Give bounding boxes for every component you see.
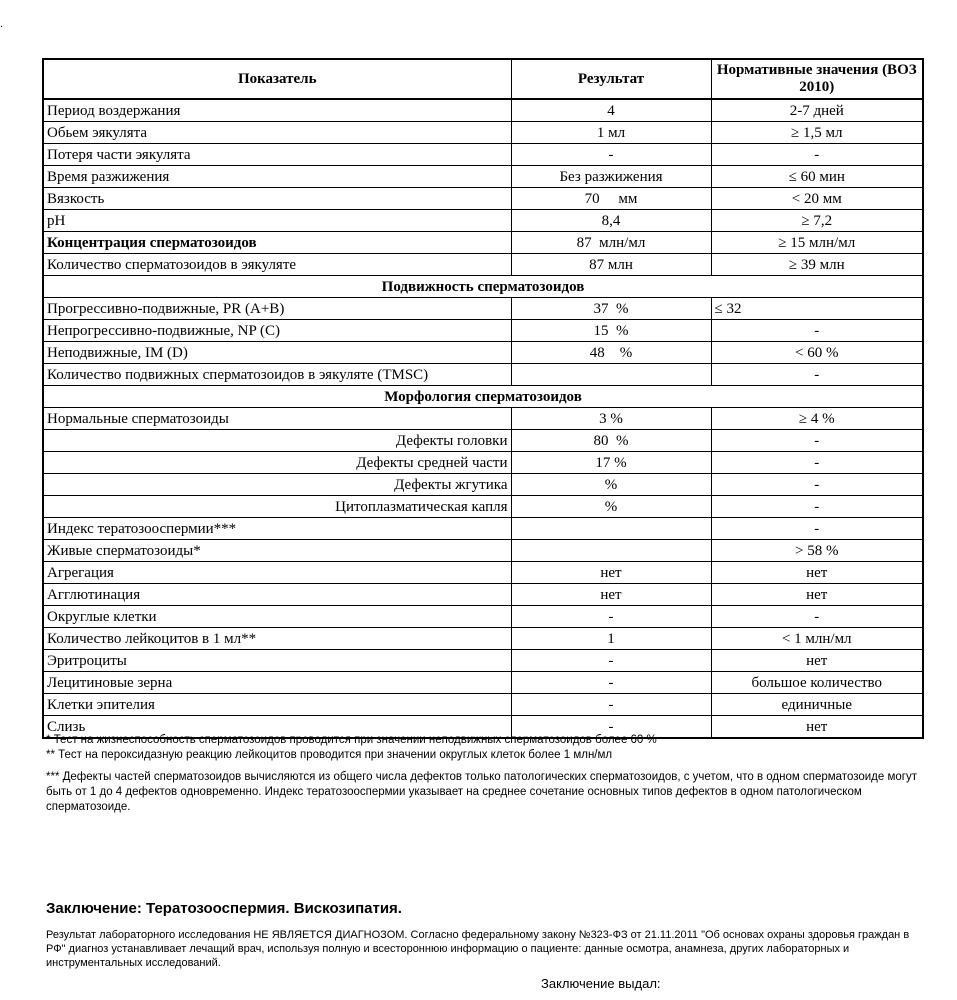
disclaimer-text: Результат лабораторного исследования НЕ ЯВЛЯЕТСЯ ДИАГНОЗОМ. Согласно федеральному закону №323-ФЗ от 21.11.2011 "Об основах охраны здоровья граждан в РФ" диагноз устанавливает лечащий врач, используя полную и всестороннюю информацию о пациенте: данные осмотра, анамнеза, других лабораторных и инструментальных исследований.: [46, 929, 910, 969]
footnote-viability: * Тест на жизнеспособность сперматозоидов проводится при значении неподвижных сперматозоидов более 60 %: [46, 734, 657, 746]
indicator-name: Дефекты средней части: [43, 452, 511, 474]
table-row: [43, 474, 923, 496]
result-value: [511, 364, 711, 386]
table-row: [43, 694, 923, 716]
result-value: 87 млн/мл: [511, 232, 711, 254]
header-indicator: Показатель: [43, 59, 511, 99]
norm-value: нет: [711, 584, 923, 606]
indicator-name: Потеря части эякулята: [43, 144, 511, 166]
result-value: -: [511, 144, 711, 166]
norm-value: < 20 мм: [711, 188, 923, 210]
issued-by-label: Заключение выдал:: [541, 976, 661, 991]
indicator-name: Вязкость: [43, 188, 511, 210]
section-title: Морфология сперматозоидов: [43, 386, 923, 408]
result-value: 15 %: [511, 320, 711, 342]
result-value: %: [511, 474, 711, 496]
result-value: 3 %: [511, 408, 711, 430]
table-row: [43, 364, 923, 386]
indicator-name: Агрегация: [43, 562, 511, 584]
norm-value: ≤ 32: [711, 298, 923, 320]
indicator-name: Нормальные сперматозоиды: [43, 408, 511, 430]
indicator-name: Агглютинация: [43, 584, 511, 606]
result-value: %: [511, 496, 711, 518]
result-value: 37 %: [511, 298, 711, 320]
result-value: 4: [511, 99, 711, 122]
table-row: [43, 298, 923, 320]
indicator-name: pH: [43, 210, 511, 232]
norm-value: -: [711, 496, 923, 518]
norm-value: нет: [711, 716, 923, 739]
result-value: 70 мм: [511, 188, 711, 210]
table-row: [43, 496, 923, 518]
result-value: [511, 540, 711, 562]
norm-value: ≤ 60 мин: [711, 166, 923, 188]
result-value: 8,4: [511, 210, 711, 232]
norm-value: < 1 млн/мл: [711, 628, 923, 650]
table-row: [43, 584, 923, 606]
indicator-name: Концентрация сперматозоидов: [43, 232, 511, 254]
result-value: [511, 518, 711, 540]
section-header-row: [43, 386, 923, 408]
results-table: [42, 58, 924, 739]
table-body: [43, 99, 923, 738]
section-header-row: [43, 276, 923, 298]
indicator-name: Живые сперматозоиды*: [43, 540, 511, 562]
result-value: -: [511, 672, 711, 694]
norm-value: -: [711, 320, 923, 342]
table-row: [43, 540, 923, 562]
norm-value: ≥ 7,2: [711, 210, 923, 232]
norm-value: ≥ 1,5 мл: [711, 122, 923, 144]
result-value: 1: [511, 628, 711, 650]
indicator-name: Период воздержания: [43, 99, 511, 122]
table-row: [43, 672, 923, 694]
footnote-teratozoospermia-index: *** Дефекты частей сперматозоидов вычисляются из общего числа дефектов только патологических сперматозоидов, с учетом, что в одном сперматозоиде могут быть от 1 до 4 дефектов одновременно. Индекс тератозооспермии указывает на среднее сочетание основных типов дефектов в одном патологическом сперматозоиде.: [46, 771, 917, 813]
result-value: -: [511, 650, 711, 672]
indicator-name: Округлые клетки: [43, 606, 511, 628]
norm-value: ≥ 39 млн: [711, 254, 923, 276]
table-row: [43, 452, 923, 474]
indicator-name: Неподвижные, IM (D): [43, 342, 511, 364]
table-row: [43, 232, 923, 254]
table-row: [43, 210, 923, 232]
header-result: Результат: [511, 59, 711, 99]
norm-value: ≥ 15 млн/мл: [711, 232, 923, 254]
result-value: -: [511, 694, 711, 716]
indicator-name: Количество подвижных сперматозоидов в эякуляте (TMSC): [43, 364, 511, 386]
norm-value: 2-7 дней: [711, 99, 923, 122]
indicator-name: Количество лейкоцитов в 1 мл**: [43, 628, 511, 650]
section-title: Подвижность сперматозоидов: [43, 276, 923, 298]
norm-value: -: [711, 364, 923, 386]
norm-value: ≥ 4 %: [711, 408, 923, 430]
result-value: 1 мл: [511, 122, 711, 144]
indicator-name: Обьем эякулята: [43, 122, 511, 144]
table-row: [43, 122, 923, 144]
indicator-name: Прогрессивно-подвижные, PR (A+B): [43, 298, 511, 320]
result-value: -: [511, 716, 711, 739]
table-row: [43, 144, 923, 166]
table-row: [43, 99, 923, 122]
table-header-row: [43, 59, 923, 99]
norm-value: нет: [711, 650, 923, 672]
norm-value: единичные: [711, 694, 923, 716]
indicator-name: Индекс тератозооспермии***: [43, 518, 511, 540]
table-row: [43, 166, 923, 188]
result-value: 80 %: [511, 430, 711, 452]
table-row: [43, 562, 923, 584]
norm-value: нет: [711, 562, 923, 584]
result-value: Без разжижения: [511, 166, 711, 188]
indicator-name: Клетки эпителия: [43, 694, 511, 716]
result-value: -: [511, 606, 711, 628]
result-value: 17 %: [511, 452, 711, 474]
indicator-name: Цитоплазматическая капля: [43, 496, 511, 518]
header-norm: Нормативные значения (ВОЗ 2010): [711, 59, 923, 99]
indicator-name: Дефекты головки: [43, 430, 511, 452]
result-value: нет: [511, 562, 711, 584]
norm-value: -: [711, 430, 923, 452]
table-row: [43, 342, 923, 364]
norm-value: < 60 %: [711, 342, 923, 364]
norm-value: > 58 %: [711, 540, 923, 562]
table-row: [43, 650, 923, 672]
indicator-name: Время разжижения: [43, 166, 511, 188]
norm-value: -: [711, 144, 923, 166]
table-row: [43, 320, 923, 342]
table-row: [43, 518, 923, 540]
footnote-peroxidase: ** Тест на пероксидазную реакцию лейкоцитов проводится при значении округлых клеток более 1 млн/мл: [46, 749, 613, 761]
norm-value: -: [711, 606, 923, 628]
norm-value: -: [711, 474, 923, 496]
table-row: [43, 430, 923, 452]
indicator-name: Дефекты жгутика: [43, 474, 511, 496]
norm-value: большое количество: [711, 672, 923, 694]
corner-mark: ·: [0, 22, 4, 33]
indicator-name: Эритроциты: [43, 650, 511, 672]
indicator-name: Слизь: [43, 716, 511, 739]
norm-value: -: [711, 452, 923, 474]
table-row: [43, 628, 923, 650]
table-row: [43, 606, 923, 628]
result-value: нет: [511, 584, 711, 606]
table-row: [43, 188, 923, 210]
norm-value: -: [711, 518, 923, 540]
indicator-name: Непрогрессивно-подвижные, NP (C): [43, 320, 511, 342]
result-value: 87 млн: [511, 254, 711, 276]
indicator-name: Лецитиновые зерна: [43, 672, 511, 694]
table-row: [43, 254, 923, 276]
table-row: [43, 408, 923, 430]
result-value: 48 %: [511, 342, 711, 364]
conclusion-text: Заключение: Тератозооспермия. Вискозипатия.: [46, 900, 402, 917]
indicator-name: Количество сперматозоидов в эякуляте: [43, 254, 511, 276]
